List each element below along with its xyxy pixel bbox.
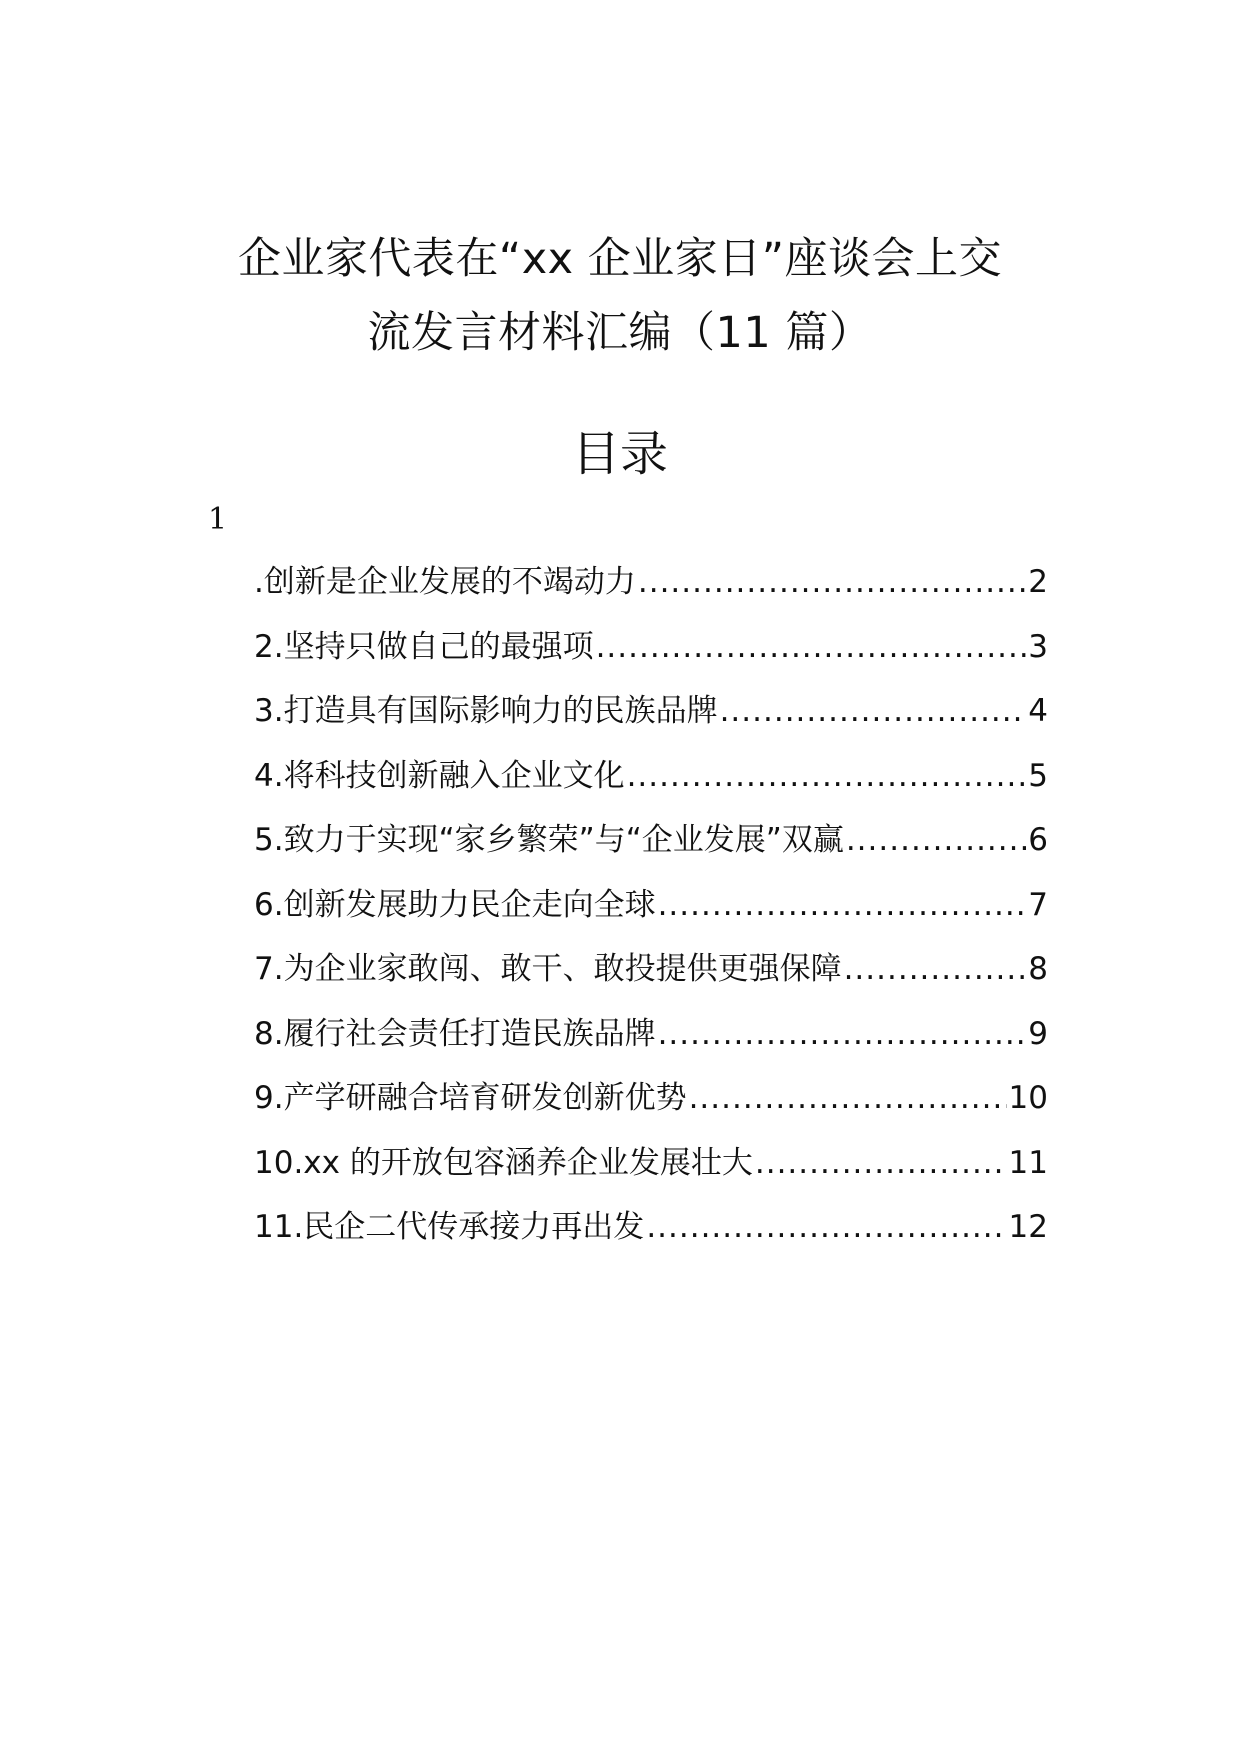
toc-entry-page-number: 3 bbox=[1028, 628, 1048, 665]
document-title bbox=[170, 222, 1070, 370]
toc-entry-label: 10.xx 的开放包容涵养企业发展壮大 bbox=[254, 1144, 753, 1181]
toc-entry-9[interactable] bbox=[254, 1078, 1048, 1143]
table-of-contents bbox=[254, 562, 1048, 1272]
toc-heading: 目录 bbox=[571, 426, 668, 482]
toc-entry-label: 3.打造具有国际影响力的民族品牌 bbox=[254, 693, 718, 729]
toc-entry-6[interactable] bbox=[254, 885, 1048, 950]
toc-entry-page-number: 5 bbox=[1028, 757, 1048, 794]
toc-entry-8[interactable] bbox=[254, 1014, 1048, 1079]
toc-entry-page-number: 10 bbox=[1008, 1080, 1048, 1116]
toc-entry-page-number: 7 bbox=[1028, 886, 1048, 923]
toc-entry-label: 9.产学研融合培育研发创新优势 bbox=[254, 1080, 687, 1116]
document-title-line-2: 流发言材料汇编（11 篇） bbox=[367, 308, 873, 358]
toc-entry-7[interactable] bbox=[254, 949, 1048, 1014]
toc-entry-label: 11.民企二代传承接力再出发 bbox=[254, 1209, 645, 1245]
toc-entry-label: 7.为企业家敢闯、敢干、敢投提供更强保障 bbox=[254, 951, 842, 987]
toc-entry-label: 8.履行社会责任打造民族品牌 bbox=[254, 1015, 656, 1052]
stray-list-number: 1 bbox=[208, 502, 228, 537]
toc-entry-3[interactable] bbox=[254, 691, 1048, 756]
toc-dot-leader bbox=[755, 1143, 1007, 1183]
toc-dot-leader bbox=[846, 820, 1026, 860]
toc-entry-label: 2.坚持只做自己的最强项 bbox=[254, 628, 594, 665]
toc-entry-page-number: 12 bbox=[1008, 1209, 1048, 1245]
toc-dot-leader bbox=[658, 885, 1027, 925]
toc-dot-leader bbox=[638, 562, 1026, 602]
toc-entry-page-number: 6 bbox=[1028, 822, 1048, 858]
toc-dot-leader bbox=[720, 691, 1027, 731]
toc-entry-label: .创新是企业发展的不竭动力 bbox=[254, 564, 636, 600]
toc-entry-1[interactable] bbox=[254, 562, 1048, 627]
toc-entry-label: 6.创新发展助力民企走向全球 bbox=[254, 886, 656, 923]
toc-dot-leader bbox=[596, 627, 1027, 667]
toc-entry-10[interactable] bbox=[254, 1143, 1048, 1208]
toc-dot-leader bbox=[689, 1078, 1007, 1118]
toc-dot-leader bbox=[627, 756, 1027, 796]
toc-entry-4[interactable] bbox=[254, 756, 1048, 821]
toc-entry-5[interactable] bbox=[254, 820, 1048, 885]
toc-entry-label: 4.将科技创新融入企业文化 bbox=[254, 757, 625, 794]
toc-entry-2[interactable] bbox=[254, 627, 1048, 692]
toc-entry-page-number: 4 bbox=[1028, 693, 1048, 729]
toc-entry-page-number: 9 bbox=[1028, 1015, 1048, 1052]
toc-entry-page-number: 2 bbox=[1028, 564, 1048, 600]
toc-entry-label: 5.致力于实现“家乡繁荣”与“企业发展”双赢 bbox=[254, 822, 844, 858]
toc-entry-page-number: 11 bbox=[1008, 1144, 1048, 1181]
toc-entry-page-number: 8 bbox=[1028, 951, 1048, 987]
document-title-line-1: 企业家代表在“xx 企业家日”座谈会上交 bbox=[237, 234, 1003, 284]
toc-dot-leader bbox=[646, 1207, 1006, 1247]
toc-dot-leader bbox=[658, 1014, 1027, 1054]
toc-entry-11[interactable] bbox=[254, 1207, 1048, 1272]
toc-dot-leader bbox=[844, 949, 1027, 989]
